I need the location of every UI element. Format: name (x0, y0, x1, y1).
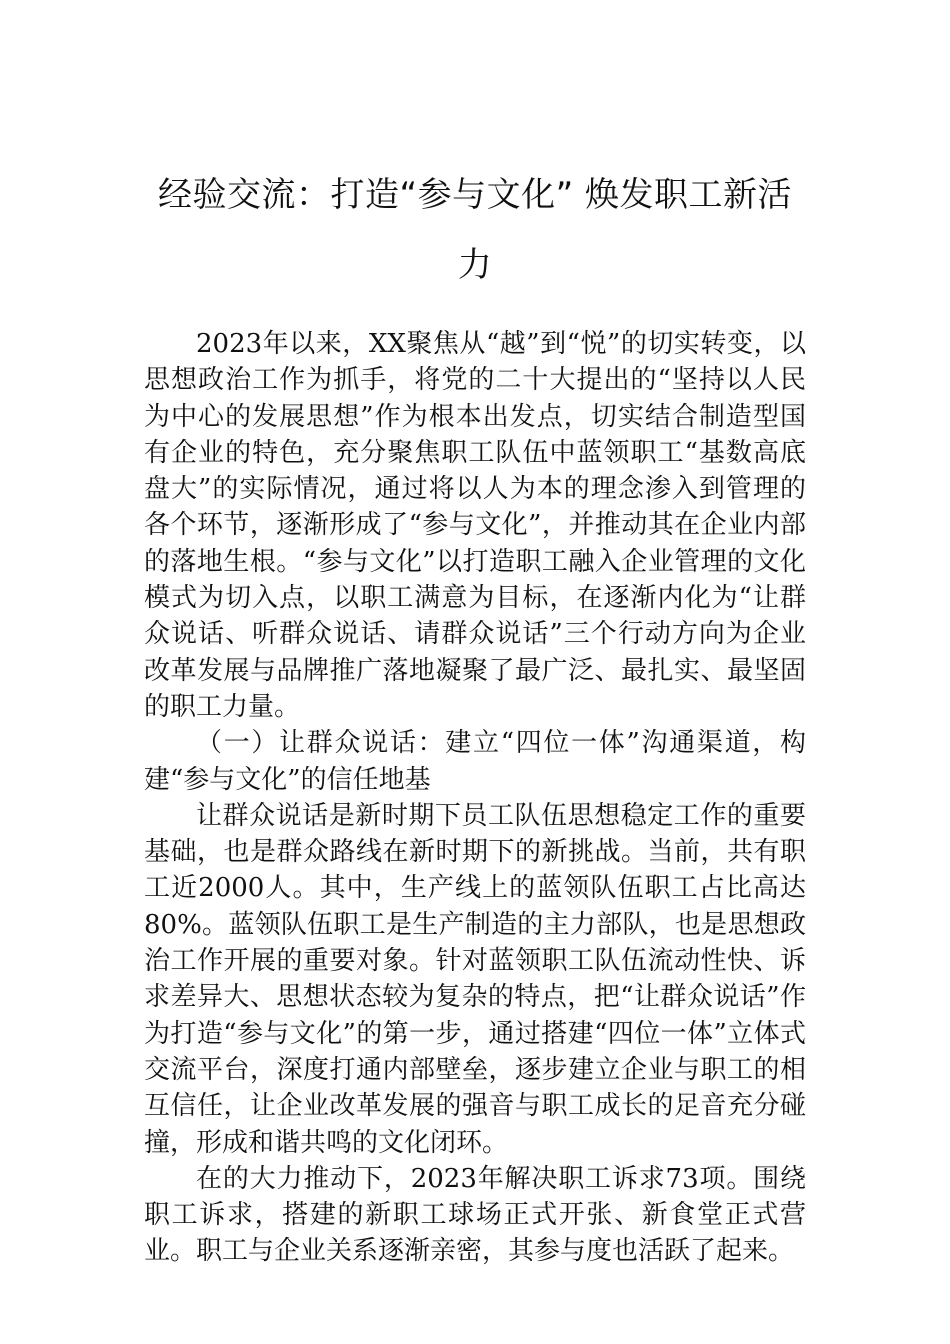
document-body (144, 326, 806, 1270)
paragraph-section-1: 让群众说话是新时期下员工队伍思想稳定工作的重要基础，也是群众路线在新时期下的新挑战。当前，共有职工近2000人。其中，生产线上的蓝领队伍职工占比高达80%。蓝领队伍职工是生产制造的主力部队，也是思想政治工作开展的重要对象。针对蓝领职工队伍流动性快、诉求差异大、思想状态较为复杂的特点，把“让群众说话”作为打造“参与文化”的第一步，通过搭建“四位一体”立体式交流平台，深度打通内部壁垒，逐步建立企业与职工的相互信任，让企业改革发展的强音与职工成长的足音充分碰撞，形成和谐共鸣的文化闭环。 (144, 800, 806, 1158)
paragraph-results: 在的大力推动下，2023年解决职工诉求73项。围绕职工诉求，搭建的新职工球场正式开张、新食堂正式营业。职工与企业关系逐渐亲密，其参与度也活跃了起来。 (144, 1163, 806, 1267)
section-heading-1: （一）让群众说话：建立“四位一体”沟通渠道，构建“参与文化”的信任地基 (144, 728, 806, 795)
document-title: 经验交流：打造“参与文化” 焕发职工新活力 (157, 175, 793, 285)
paragraph-intro: 2023年以来，XX聚焦从“越”到“悦”的切实转变，以思想政治工作为抓手，将党的二十大提出的“坚持以人民为中心的发展思想”作为根本出发点，切实结合制造型国有企业的特色，充分聚焦职工队伍中蓝领职工“基数高底盘大”的实际情况，通过将以人为本的理念渗入到管理的各个环节，逐渐形成了“参与文化”，并推动其在企业内部的落地生根。“参与文化”以打造职工融入企业管理的文化模式为切入点，以职工满意为目标，在逐渐内化为“让群众说话、听群众说话、请群众说话”三个行动方向为企业改革发展与品牌推广落地凝聚了最广泛、最扎实、最坚固的职工力量。 (144, 329, 806, 722)
